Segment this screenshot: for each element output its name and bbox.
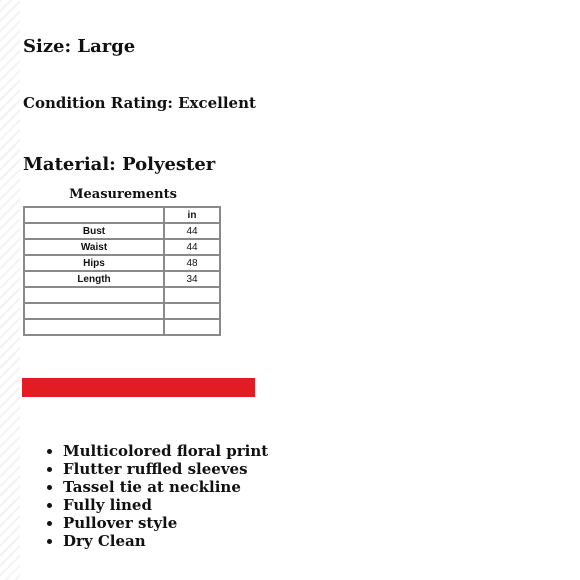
table-header-row [24,207,220,223]
feature-item: • Fully lined [63,496,268,514]
table-row [24,319,220,335]
decorative-edge-pattern [0,0,20,580]
measurement-value: 44 [164,239,220,255]
table-row [24,255,220,271]
table-row [24,303,220,319]
measurement-label [24,287,164,303]
measurement-label: Hips [24,255,164,271]
measurements-title: Measurements [69,187,177,202]
table-header-blank [24,207,164,223]
feature-item: • Multicolored floral print [63,442,268,460]
unit-header: in [164,207,220,223]
feature-list [23,442,268,550]
measurement-label: Bust [24,223,164,239]
feature-item: • Dry Clean [63,532,268,550]
measurement-value: 44 [164,223,220,239]
measurement-label [24,319,164,335]
measurement-value: 48 [164,255,220,271]
feature-item: • Pullover style [63,514,268,532]
measurement-value: 34 [164,271,220,287]
measurement-label: Length [24,271,164,287]
feature-item: • Tassel tie at neckline [63,478,268,496]
measurement-label [24,303,164,319]
measurement-value [164,287,220,303]
measurement-value [164,303,220,319]
material-heading: Material: Polyester [23,154,216,175]
table-row [24,239,220,255]
measurements-table [23,206,221,336]
condition-heading: Condition Rating: Excellent [23,94,256,112]
red-divider-bar [22,378,255,397]
measurement-label: Waist [24,239,164,255]
size-heading: Size: Large [23,36,136,57]
measurement-value [164,319,220,335]
table-row [24,271,220,287]
table-row [24,223,220,239]
table-row [24,287,220,303]
feature-item: • Flutter ruffled sleeves [63,460,268,478]
